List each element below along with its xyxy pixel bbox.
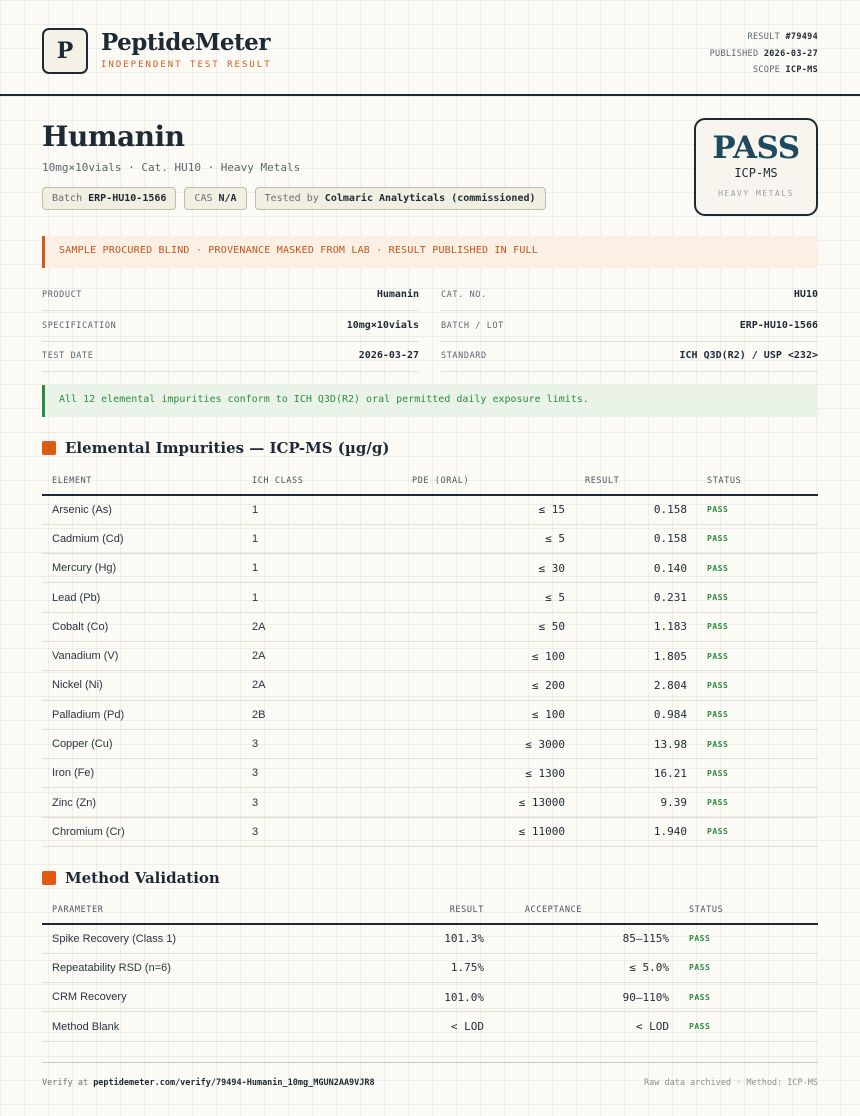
col-header: ACCEPTANCE xyxy=(494,896,679,924)
acceptance-criteria: ≤ 5.0% xyxy=(494,953,679,982)
info-standard xyxy=(441,342,818,372)
section-square-icon xyxy=(42,441,56,455)
status-badge: PASS xyxy=(697,524,818,553)
logo: P xyxy=(42,28,88,74)
cas-chip xyxy=(184,187,246,210)
impurities-section-title xyxy=(42,439,389,457)
element-name: Copper (Cu) xyxy=(42,729,242,758)
result-value: 0.158 xyxy=(575,495,697,524)
validation-header-row xyxy=(42,896,818,924)
archive-note: Raw data archived · Method: ICP-MS xyxy=(644,1078,818,1088)
status-badge: PASS xyxy=(697,700,818,729)
status-badge: PASS xyxy=(679,1012,818,1041)
tested-by-value: Colmaric Analyticals (commissioned) xyxy=(324,193,536,204)
status-badge: PASS xyxy=(697,817,818,846)
pde-limit: ≤ 3000 xyxy=(402,729,575,758)
status-badge: PASS xyxy=(697,554,818,583)
parameter-name: CRM Recovery xyxy=(42,983,356,1012)
impurities-table xyxy=(42,467,818,847)
scope-value: ICP-MS xyxy=(785,65,818,75)
element-name: Iron (Fe) xyxy=(42,759,242,788)
element-name: Vanadium (V) xyxy=(42,641,242,670)
section-square-icon xyxy=(42,871,56,885)
status-badge: PASS xyxy=(697,671,818,700)
status-badge: PASS xyxy=(697,495,818,524)
element-name: Lead (Pb) xyxy=(42,583,242,612)
status-badge: PASS xyxy=(679,953,818,982)
info-label: STANDARD xyxy=(441,351,487,361)
status-badge: PASS xyxy=(697,759,818,788)
product-chips xyxy=(42,187,546,210)
pde-limit: ≤ 200 xyxy=(402,671,575,700)
pde-limit: ≤ 50 xyxy=(402,612,575,641)
page-footer xyxy=(42,1062,818,1102)
element-name: Chromium (Cr) xyxy=(42,817,242,846)
status-badge: PASS xyxy=(697,583,818,612)
validation-title: Method Validation xyxy=(65,869,220,887)
info-product xyxy=(42,281,419,311)
pde-limit: ≤ 100 xyxy=(402,700,575,729)
ich-class: 2B xyxy=(242,700,402,729)
info-specification xyxy=(42,312,419,342)
table-row xyxy=(42,524,818,553)
col-header: STATUS xyxy=(697,467,818,495)
element-name: Arsenic (As) xyxy=(42,495,242,524)
status-badge: PASS xyxy=(697,788,818,817)
info-label: BATCH / LOT xyxy=(441,321,504,331)
result-value: 1.75% xyxy=(356,953,494,982)
brand-name: PeptideMeter xyxy=(101,29,270,56)
verify-link[interactable]: peptidemeter.com/verify/79494-Humanin_10mg_MGUN2AA9VJR8 xyxy=(93,1078,375,1088)
ich-class: 3 xyxy=(242,817,402,846)
ich-class: 2A xyxy=(242,612,402,641)
table-row xyxy=(42,759,818,788)
info-label: TEST DATE xyxy=(42,351,94,361)
info-value: HU10 xyxy=(793,289,818,300)
tested-by-chip xyxy=(255,187,546,210)
result-label: RESULT xyxy=(747,32,781,42)
batch-chip xyxy=(42,187,176,210)
impurities-header-row xyxy=(42,467,818,495)
table-row xyxy=(42,583,818,612)
page-header xyxy=(0,0,860,96)
pde-limit: ≤ 5 xyxy=(402,583,575,612)
verdict-result: PASS xyxy=(712,130,800,166)
result-value: 101.0% xyxy=(356,983,494,1012)
info-batch xyxy=(441,312,818,342)
validation-section-title xyxy=(42,869,220,887)
table-row xyxy=(42,641,818,670)
result-value: 9.39 xyxy=(575,788,697,817)
result-value: 1.940 xyxy=(575,817,697,846)
pde-limit: ≤ 100 xyxy=(402,641,575,670)
table-row xyxy=(42,700,818,729)
col-header: RESULT xyxy=(356,896,494,924)
parameter-name: Repeatability RSD (n=6) xyxy=(42,953,356,982)
table-row xyxy=(42,554,818,583)
product-subtitle: 10mg×10vials · Cat. HU10 · Heavy Metals xyxy=(42,161,301,174)
ich-class: 1 xyxy=(242,524,402,553)
info-value: 2026-03-27 xyxy=(358,350,419,361)
ich-class: 3 xyxy=(242,788,402,817)
table-row xyxy=(42,495,818,524)
published-label: PUBLISHED xyxy=(709,48,759,59)
validation-table xyxy=(42,896,818,1042)
result-value: 0.984 xyxy=(575,700,697,729)
ich-class: 2A xyxy=(242,641,402,670)
result-value: 1.805 xyxy=(575,641,697,670)
ich-class: 2A xyxy=(242,671,402,700)
acceptance-criteria: 85–115% xyxy=(494,924,679,953)
info-test-date xyxy=(42,342,419,372)
table-row xyxy=(42,671,818,700)
result-meta xyxy=(710,29,818,79)
result-value: 0.158 xyxy=(575,524,697,553)
brand-tagline: INDEPENDENT TEST RESULT xyxy=(101,60,272,70)
acceptance-criteria: < LOD xyxy=(494,1012,679,1041)
pde-limit: ≤ 5 xyxy=(402,524,575,553)
cas-chip-label: CAS xyxy=(194,193,213,204)
table-row xyxy=(42,612,818,641)
table-row xyxy=(42,953,818,982)
verdict-method: ICP-MS xyxy=(734,166,778,180)
ich-class: 1 xyxy=(242,495,402,524)
status-badge: PASS xyxy=(679,924,818,953)
element-name: Nickel (Ni) xyxy=(42,671,242,700)
impurities-title: Elemental Impurities — ICP-MS (µg/g) xyxy=(65,439,390,457)
element-name: Palladium (Pd) xyxy=(42,700,242,729)
element-name: Mercury (Hg) xyxy=(42,554,242,583)
info-value: ERP-HU10-1566 xyxy=(739,320,818,331)
table-row xyxy=(42,788,818,817)
result-value: 13.98 xyxy=(575,729,697,758)
table-row xyxy=(42,729,818,758)
info-label: PRODUCT xyxy=(42,290,83,300)
result-value: < LOD xyxy=(356,1012,494,1041)
info-label: CAT. NO. xyxy=(441,290,487,300)
status-badge: PASS xyxy=(679,983,818,1012)
result-value: 1.183 xyxy=(575,612,697,641)
scope-label: SCOPE xyxy=(752,65,781,75)
conformance-banner: All 12 elemental impurities conform to ICH Q3D(R2) oral permitted daily exposure limits. xyxy=(42,385,818,417)
col-header: ELEMENT xyxy=(42,467,242,495)
result-id: #79494 xyxy=(785,32,818,42)
col-header: ICH CLASS xyxy=(242,467,402,495)
result-value: 101.3% xyxy=(356,924,494,953)
table-row xyxy=(42,924,818,953)
element-name: Cobalt (Co) xyxy=(42,612,242,641)
element-name: Cadmium (Cd) xyxy=(42,524,242,553)
verdict-badge xyxy=(694,118,818,216)
pde-limit: ≤ 13000 xyxy=(402,788,575,817)
verify-line xyxy=(42,1078,375,1088)
tested-by-label: Tested by xyxy=(264,193,319,204)
pde-limit: ≤ 11000 xyxy=(402,817,575,846)
table-row xyxy=(42,983,818,1012)
result-value: 0.140 xyxy=(575,554,697,583)
result-value: 0.231 xyxy=(575,583,697,612)
pde-limit: ≤ 1300 xyxy=(402,759,575,788)
element-name: Zinc (Zn) xyxy=(42,788,242,817)
blind-notice: SAMPLE PROCURED BLIND · PROVENANCE MASKED FROM LAB · RESULT PUBLISHED IN FULL xyxy=(42,236,818,268)
pde-limit: ≤ 15 xyxy=(402,495,575,524)
verdict-panel: HEAVY METALS xyxy=(718,189,794,198)
parameter-name: Spike Recovery (Class 1) xyxy=(42,924,356,953)
col-header: STATUS xyxy=(679,896,818,924)
info-value: ICH Q3D(R2) / USP <232> xyxy=(679,350,818,361)
page-title: Humanin xyxy=(42,120,185,153)
parameter-name: Method Blank xyxy=(42,1012,356,1041)
pde-limit: ≤ 30 xyxy=(402,554,575,583)
result-value: 2.804 xyxy=(575,671,697,700)
col-header: PARAMETER xyxy=(42,896,356,924)
table-row xyxy=(42,1012,818,1041)
ich-class: 1 xyxy=(242,554,402,583)
col-header: RESULT xyxy=(575,467,697,495)
acceptance-criteria: 90–110% xyxy=(494,983,679,1012)
ich-class: 3 xyxy=(242,759,402,788)
status-badge: PASS xyxy=(697,729,818,758)
ich-class: 3 xyxy=(242,729,402,758)
cas-chip-value: N/A xyxy=(218,193,237,204)
table-row xyxy=(42,817,818,846)
published-date: 2026-03-27 xyxy=(763,48,818,59)
status-badge: PASS xyxy=(697,641,818,670)
batch-chip-value: ERP-HU10-1566 xyxy=(88,193,167,204)
verify-label: Verify at xyxy=(42,1078,89,1088)
info-value: Humanin xyxy=(376,289,419,300)
info-catno xyxy=(441,281,818,311)
ich-class: 1 xyxy=(242,583,402,612)
col-header: PDE (ORAL) xyxy=(402,467,575,495)
status-badge: PASS xyxy=(697,612,818,641)
info-label: SPECIFICATION xyxy=(42,321,117,331)
batch-chip-label: Batch xyxy=(52,193,83,204)
result-value: 16.21 xyxy=(575,759,697,788)
info-value: 10mg×10vials xyxy=(346,320,419,331)
